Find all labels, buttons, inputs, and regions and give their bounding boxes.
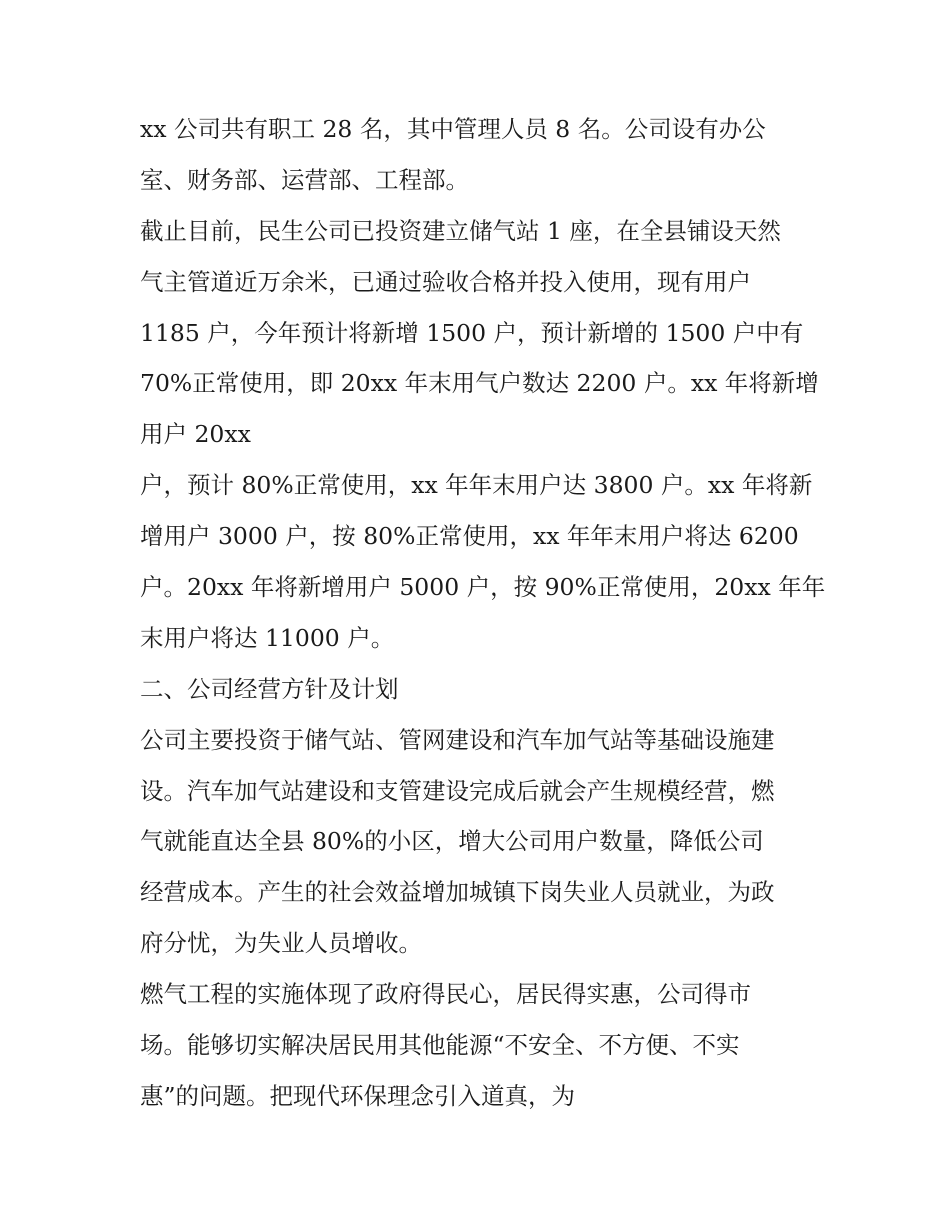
text-line: 户，预计 80%正常使用，xx 年年末用户达 3800 户。xx 年将新 [140,471,813,500]
text-line: xx 公司共有职工 28 名，其中管理人员 8 名。公司设有办公 [140,115,766,143]
text-line: 截止目前，民生公司已投资建立储气站 1 座，在全县铺设天然 [140,216,781,245]
text-line: 用户 20xx [140,420,251,449]
text-line: 70%正常使用，即 20xx 年末用气户数达 2200 户。xx 年将新增 [140,369,819,398]
text-line: 府分忧，为失业人员增收。 [140,929,422,958]
text-line: 惠”的问题。把现代环保理念引入道真，为 [140,1081,576,1110]
text-line: 末用户将达 11000 户。 [140,623,395,652]
text-line: 设。汽车加气站建设和支管建设完成后就会产生规模经营，燃 [140,776,775,805]
text-line: 户。20xx 年将新增用户 5000 户，按 90%正常使用，20xx 年年 [140,573,826,602]
text-line: 燃气工程的实施体现了政府得民心，居民得实惠，公司得市 [140,980,751,1009]
text-line: 增用户 3000 户，按 80%正常使用，xx 年年末用户将达 6200 [140,522,799,551]
text-line: 场。能够切实解决居民用其他能源“不安全、不方便、不实 [140,1031,740,1060]
text-line: 公司主要投资于储气站、管网建设和汽车加气站等基础设施建 [140,725,775,754]
section-heading: 二、公司经营方针及计划 [140,674,399,703]
text-line: 气就能直达全县 80%的小区，增大公司用户数量，降低公司 [140,827,764,856]
text-line: 室、财务部、运营部、工程部。 [140,165,469,194]
text-line: 经营成本。产生的社会效益增加城镇下岗失业人员就业，为政 [140,878,775,907]
text-line: 1185 户，今年预计将新增 1500 户，预计新增的 1500 户中有 [140,318,804,347]
document-body [140,104,826,1122]
text-line: 气主管道近万余米，已通过验收合格并投入使用，现有用户 [140,267,751,296]
